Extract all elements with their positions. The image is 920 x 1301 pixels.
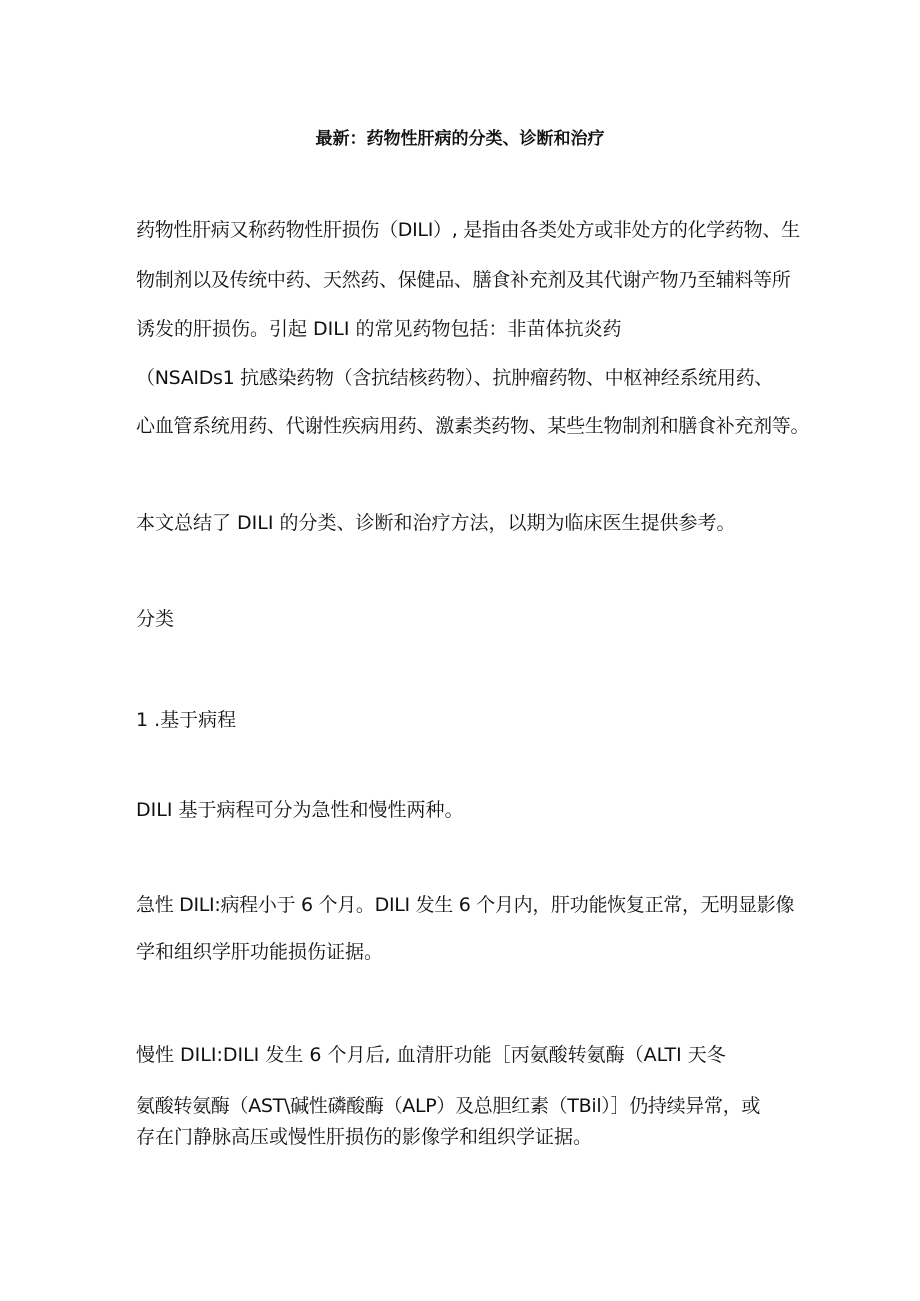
- acute-line-2: 学和组织学肝功能损伤证据。: [136, 941, 384, 963]
- intro-line-1: 药物性肝病又称药物性肝损伤（DILI）, 是指由各类处方或非处方的化学药物、生: [136, 219, 800, 241]
- summary-paragraph: 本文总结了 DILI 的分类、诊断和治疗方法，以期为临床医生提供参考。: [136, 512, 736, 534]
- page-title: 最新：药物性肝病的分类、诊断和治疗: [315, 129, 605, 149]
- intro-line-5: 心血管系统用药、代谢性疾病用药、激素类药物、某些生物制剂和膳食补充剂等。: [136, 415, 810, 437]
- section-heading: 分类: [136, 608, 175, 630]
- intro-line-4: （NSAIDs1 抗感染药物（含抗结核药物）、抗肿瘤药物、中枢神经系统用药、: [136, 367, 773, 389]
- chronic-line-3: 存在门静脉高压或慢性肝损伤的影像学和组织学证据。: [136, 1126, 593, 1148]
- subsection-heading: 1 .基于病程: [136, 709, 237, 731]
- intro-line-3: 诱发的肝损伤。引起 DILI 的常见药物包括：非苗体抗炎药: [136, 318, 622, 340]
- chronic-line-1: 慢性 DILI:DILI 发生 6 个月后, 血清肝功能［丙氨酸转氨酶（ALTI 天冬: [136, 1044, 726, 1066]
- acute-line-1: 急性 DILI:病程小于 6 个月。DILI 发生 6 个月内，肝功能恢复正常，无明显影像: [136, 894, 795, 916]
- intro-line-2: 物制剂以及传统中药、天然药、保健品、膳食补充剂及其代谢产物乃至辅料等所: [136, 269, 791, 291]
- subsection-intro: DILI 基于病程可分为急性和慢性两种。: [136, 799, 464, 821]
- chronic-line-2: 氨酸转氨酶（AST\碱性磷酸酶（ALP）及总胆红素（TBil）］仍持续异常，或: [136, 1095, 761, 1117]
